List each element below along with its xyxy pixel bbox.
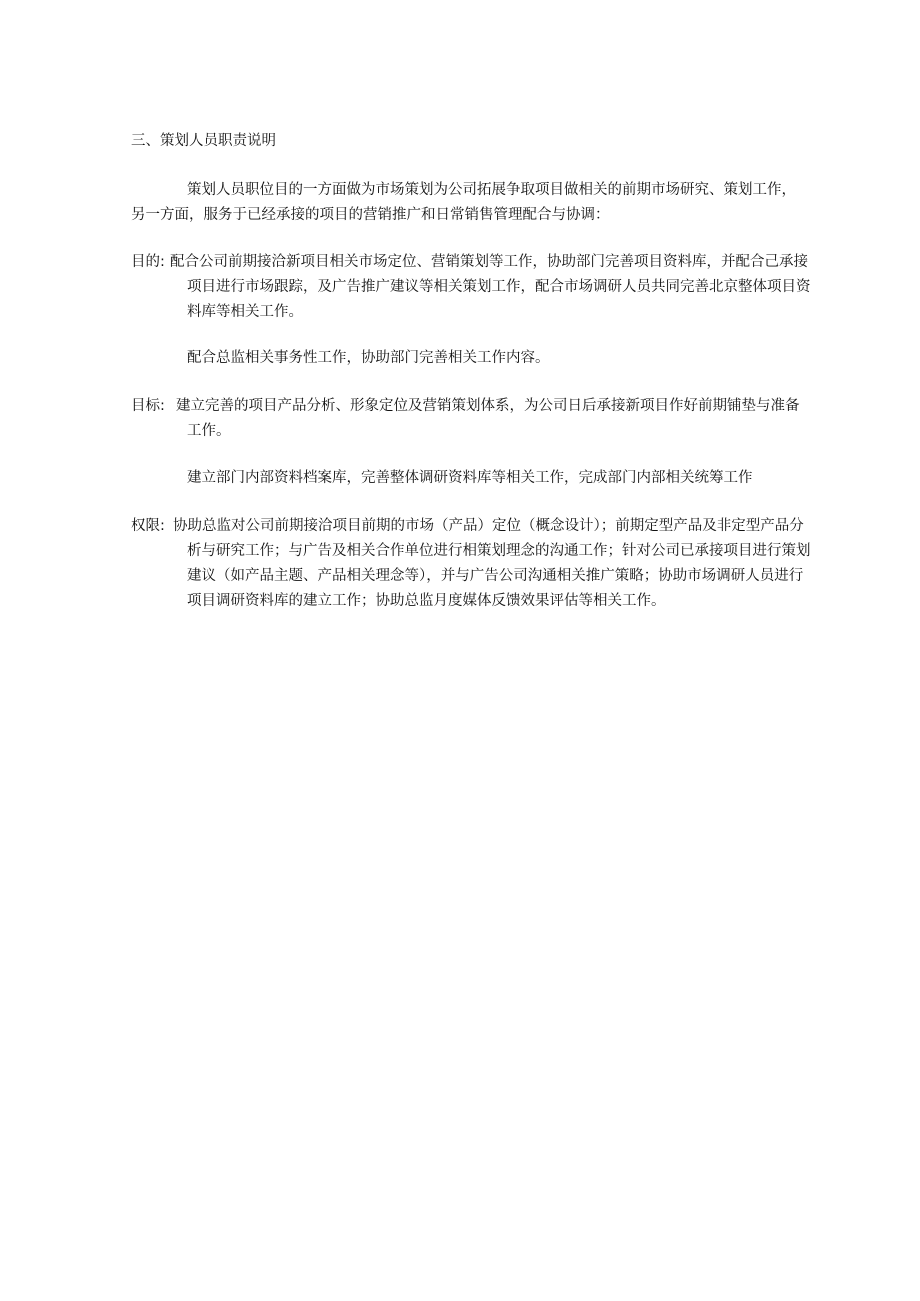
authority-text-line-1: 协助总监对公司前期接洽项目前期的市场（产品）定位（概念设计）；前期定型产品及非定型产品分	[173, 518, 804, 534]
purpose-text-line-3: 料库等相关工作。	[187, 304, 303, 320]
authority-label: 权限:	[131, 518, 165, 534]
intro-paragraph-line-2: 另一方面，服务于已经承接的项目的营销推广和日常销售管理配合与协调：	[131, 207, 610, 223]
authority-text-line-3: 建议（如产品主题、产品相关理念等），并与广告公司沟通相关推广策略；协助市场调研人员进行	[187, 568, 804, 584]
goal-text-line-2: 工作。	[187, 423, 231, 439]
intro-paragraph-line-1: 策划人员职位目的一方面做为市场策划为公司拓展争取项目做相关的前期市场研究、策划工作，	[187, 182, 796, 198]
goal-label: 目标:	[131, 398, 165, 414]
goal-extra-paragraph: 建立部门内部资料档案库，完善整体调研资料库等相关工作，完成部门内部相关统筹工作	[187, 470, 753, 486]
authority-text-line-4: 项目调研资料库的建立工作；协助总监月度媒体反馈效果评估等相关工作。	[187, 593, 666, 609]
goal-text-line-1: 建立完善的项目产品分析、形象定位及营销策划体系，为公司日后承接新项目作好前期铺垫与准备	[176, 398, 800, 414]
purpose-extra-paragraph: 配合总监相关事务性工作，协助部门完善相关工作内容。	[187, 350, 550, 366]
purpose-text-line-2: 项目进行市场跟踪，及广告推广建议等相关策划工作，配合市场调研人员共同完善北京整体项目资	[187, 279, 811, 295]
purpose-label: 目的:	[131, 254, 165, 270]
purpose-text-line-1: 配合公司前期接洽新项目相关市场定位、营销策划等工作，协助部门完善项目资料库，并配合己承接	[170, 254, 808, 270]
section-heading: 三、策划人员职责说明	[131, 133, 276, 149]
authority-text-line-2: 析与研究工作；与广告及相关合作单位进行相策划理念的沟通工作；针对公司已承接项目进行策划	[187, 543, 811, 559]
